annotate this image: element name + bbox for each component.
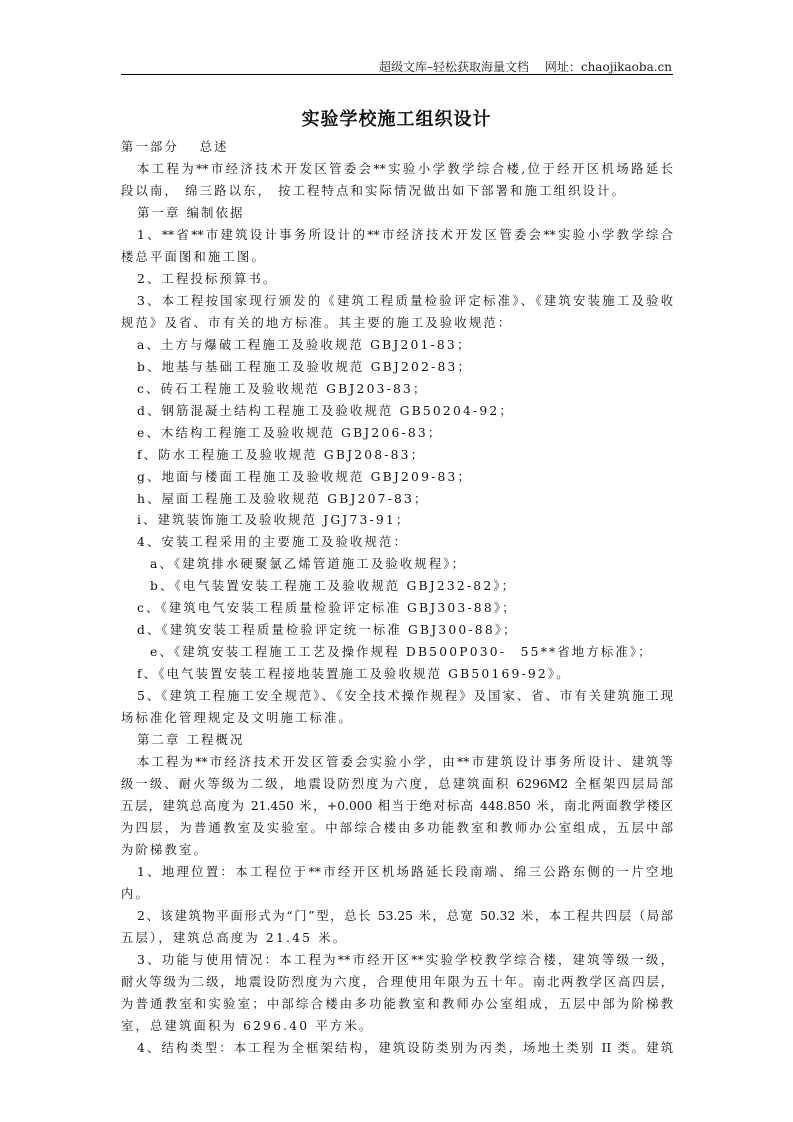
page-header xyxy=(379,58,672,75)
text-line: 4、结构类型：本工程为全框架结构，建筑设防类别为丙类，场地土类别 II 类。建筑 xyxy=(137,1040,673,1055)
text-line: 第一章 编制依据 xyxy=(137,205,245,220)
text-line: i、建筑装饰施工及验收规范 JGJ73-91； xyxy=(137,513,411,528)
header-site: 超级文库–轻松获取海量文档 xyxy=(379,60,530,74)
text-line: a、土方与爆破工程施工及验收规范 GBJ201-83； xyxy=(137,337,472,352)
text-line: f、《电气装置安装工程接地装置施工及验收规范 GB50169-92》。 xyxy=(137,667,571,682)
text-line: 五层，建筑总高度为 21.450 米，+0.000 相当于绝对标高 448.850 米，南北两面教学楼区 xyxy=(121,799,673,814)
text-line: e、《建筑安装工程施工工艺及操作规程 DB500P030- 55**省地方标准》； xyxy=(150,645,653,660)
text-line: b、地基与基础工程施工及验收规范 GBJ202-83； xyxy=(137,359,472,374)
text-line: 为普通教室和实验室；中部综合楼由多功能教室和教师办公室组成，五层中部为阶梯教 xyxy=(121,996,673,1011)
text-line: c、《建筑电气安装工程质量检验评定标准 GBJ303-88》； xyxy=(137,601,517,616)
text-line: 2、该建筑物平面形式为“门”型，总长 53.25 米，总宽 50.32 米，本工程共四层（局部 xyxy=(137,908,673,923)
text-line: a、《建筑排水硬聚氯乙烯管道施工及验收规程》； xyxy=(150,557,467,572)
text-line: 2、工程投标预算书。 xyxy=(137,271,278,286)
text-line: 规范》及省、市有关的地方标准。其主要的施工及验收规范： xyxy=(121,315,513,330)
text-line: 五层），建筑总高度为 21.45 米。 xyxy=(121,930,348,945)
text-line: 段以南， 绵三路以东， 按工程特点和实际情况做出如下部署和施工组织设计。 xyxy=(121,183,627,198)
text-line: e、木结构工程施工及验收规范 GBJ206-83； xyxy=(137,425,443,440)
text-line: 4、安装工程采用的主要施工及验收规范： xyxy=(137,535,408,550)
text-line: 室，总建筑面积为 6296.40 平方米。 xyxy=(121,1018,374,1033)
text-line: 楼总平面图和施工图。 xyxy=(121,249,266,264)
text-line: 内。 xyxy=(121,886,150,901)
document-title: 实验学校施工组织设计 xyxy=(301,109,492,130)
text-line: 第二章 工程概况 xyxy=(137,733,245,748)
text-line: 为阶梯教室。 xyxy=(121,843,208,857)
text-line: d、钢筋混凝土结构工程施工及验收规范 GB50204-92； xyxy=(137,403,514,418)
text-line: 本工程为**市经济技术开发区管委会实验小学，由**市建筑设计事务所设计、建筑等 xyxy=(137,755,673,770)
text-line: 3、功能与使用情况：本工程为**市经开区**实验学校教学综合楼，建筑等级一级， xyxy=(137,952,673,967)
header-rule xyxy=(121,74,673,75)
text-line: 耐火等级为二级，地震设防烈度为六度，合理使用年限为五十年。南北两教学区高四层， xyxy=(121,974,673,989)
text-line: 第一部分 总述 xyxy=(121,140,229,154)
text-line: 级一级、耐火等级为二级，地震设防烈度为六度，总建筑面积 6296M2 全框架四层局部 xyxy=(121,777,673,792)
text-line: 3、本工程按国家现行颁发的《建筑工程质量检验评定标准》、《建筑安装施工及验收 xyxy=(137,293,673,308)
text-line: 1、**省**市建筑设计事务所设计的**市经济技术开发区管委会**实验小学教学综合 xyxy=(137,227,673,242)
header-url: 网址：chaojikaoba.cn xyxy=(544,60,672,74)
text-line: 场标准化管理规定及文明施工标准。 xyxy=(121,711,353,726)
text-line: 本工程为**市经济技术开发区管委会**实验小学教学综合楼,位于经开区机场路延长 xyxy=(137,161,673,176)
text-line: h、屋面工程施工及验收规范 GBJ207-83； xyxy=(137,491,429,506)
text-line: g、地面与楼面工程施工及验收规范 GBJ209-83； xyxy=(137,469,472,484)
document-body xyxy=(121,137,673,1060)
text-line: c、砖石工程施工及验收规范 GBJ203-83； xyxy=(137,381,428,396)
text-line: d、《建筑安装工程质量检验评定统一标准 GBJ300-88》； xyxy=(137,623,518,638)
text-line: f、防水工程施工及验收规范 GBJ208-83； xyxy=(137,447,426,462)
text-line: b、《电气装置安装工程施工及验收规范 GBJ232-82》； xyxy=(150,579,517,594)
text-line: 1、地理位置：本工程位于**市经开区机场路延长段南端、绵三公路东侧的一片空地 xyxy=(137,864,673,879)
text-line: 为四层，为普通教室及实验室。中部综合楼由多功能教室和教师办公室组成，五层中部 xyxy=(121,821,673,836)
text-line: 5、《建筑工程施工安全规范》、《安全技术操作规程》及国家、省、市有关建筑施工现 xyxy=(137,689,673,704)
